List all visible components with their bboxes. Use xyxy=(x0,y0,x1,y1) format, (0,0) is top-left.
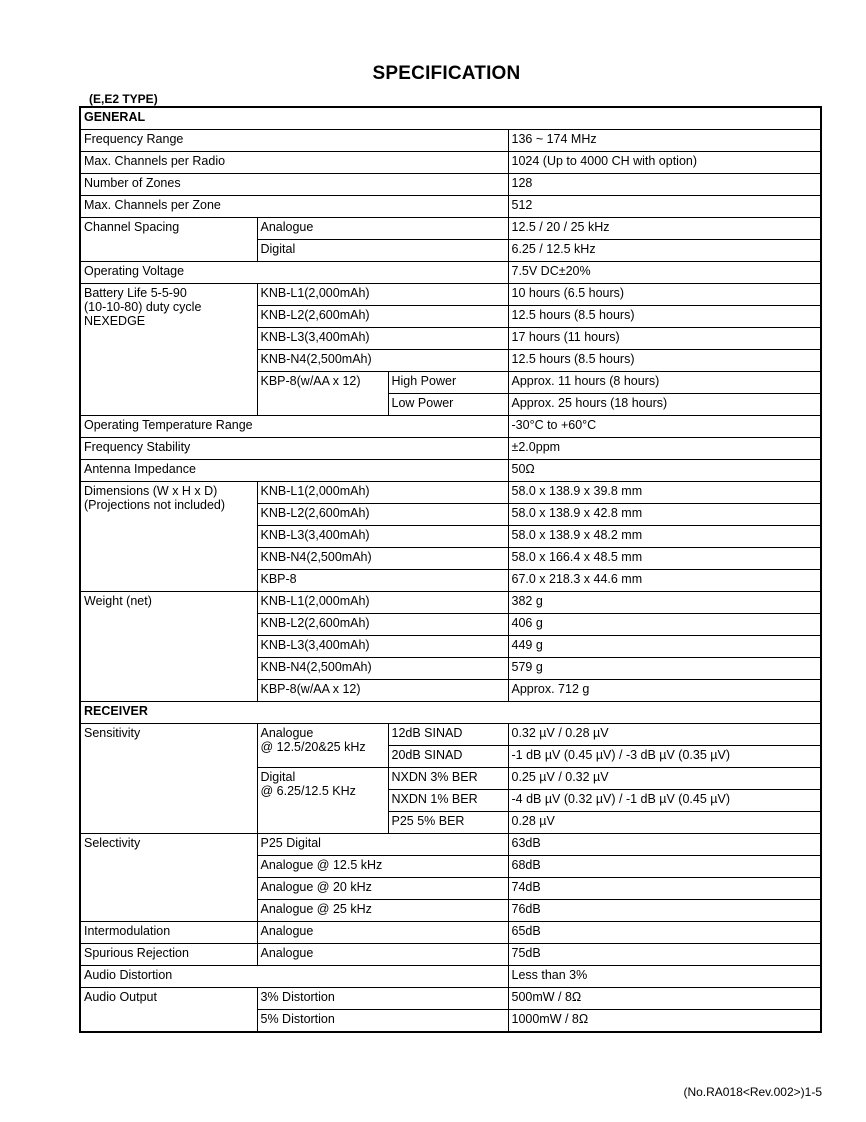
spec-value: 136 ~ 174 MHz xyxy=(508,130,821,152)
spec-label: Dimensions (W x H x D) (Projections not included) xyxy=(80,482,257,592)
spec-value: 406 g xyxy=(508,614,821,636)
spec-label: Spurious Rejection xyxy=(80,944,257,966)
spec-label: Channel Spacing xyxy=(80,218,257,262)
spec-value: 65dB xyxy=(508,922,821,944)
type-label: (E,E2 TYPE) xyxy=(89,92,158,106)
page-footer: (No.RA018<Rev.002>)1-5 xyxy=(683,1085,822,1099)
spec-value: 0.28 µV xyxy=(508,812,821,834)
spec-sublabel: KBP-8 xyxy=(257,570,508,592)
spec-value: 12.5 hours (8.5 hours) xyxy=(508,350,821,372)
spec-label: Audio Output xyxy=(80,988,257,1033)
spec-sublabel: Digital xyxy=(257,240,508,262)
spec-sublabel: KNB-L2(2,600mAh) xyxy=(257,504,508,526)
spec-value: 17 hours (11 hours) xyxy=(508,328,821,350)
spec-value: 58.0 x 138.9 x 39.8 mm xyxy=(508,482,821,504)
table-row xyxy=(80,416,821,438)
table-row xyxy=(80,834,821,856)
spec-value: 58.0 x 138.9 x 42.8 mm xyxy=(508,504,821,526)
spec-value: 58.0 x 166.4 x 48.5 mm xyxy=(508,548,821,570)
spec-value: 63dB xyxy=(508,834,821,856)
section-header-receiver xyxy=(80,702,821,724)
spec-value: 67.0 x 218.3 x 44.6 mm xyxy=(508,570,821,592)
spec-sublabel: KNB-L2(2,600mAh) xyxy=(257,306,508,328)
spec-value: 500mW / 8Ω xyxy=(508,988,821,1010)
spec-label: Operating Temperature Range xyxy=(80,416,508,438)
spec-label: Intermodulation xyxy=(80,922,257,944)
spec-sublabel: KNB-L2(2,600mAh) xyxy=(257,614,508,636)
spec-value: 68dB xyxy=(508,856,821,878)
spec-value: 12.5 / 20 / 25 kHz xyxy=(508,218,821,240)
table-row xyxy=(80,922,821,944)
table-row xyxy=(80,460,821,482)
spec-value: 1024 (Up to 4000 CH with option) xyxy=(508,152,821,174)
spec-condition: P25 5% BER xyxy=(388,812,508,834)
spec-sublabel: Analogue xyxy=(257,922,508,944)
spec-sublabel: KNB-L1(2,000mAh) xyxy=(257,284,508,306)
spec-label: Sensitivity xyxy=(80,724,257,834)
table-row xyxy=(80,944,821,966)
spec-value: 7.5V DC±20% xyxy=(508,262,821,284)
spec-value: 10 hours (6.5 hours) xyxy=(508,284,821,306)
spec-value: ±2.0ppm xyxy=(508,438,821,460)
spec-value: 75dB xyxy=(508,944,821,966)
table-row xyxy=(80,152,821,174)
spec-sublabel: KNB-L1(2,000mAh) xyxy=(257,592,508,614)
spec-label: Number of Zones xyxy=(80,174,508,196)
spec-label: Max. Channels per Radio xyxy=(80,152,508,174)
spec-sublabel: KNB-L3(3,400mAh) xyxy=(257,636,508,658)
table-row xyxy=(80,174,821,196)
spec-value: 0.25 µV / 0.32 µV xyxy=(508,768,821,790)
spec-sublabel: KNB-L1(2,000mAh) xyxy=(257,482,508,504)
spec-sublabel: KNB-N4(2,500mAh) xyxy=(257,350,508,372)
table-row xyxy=(80,988,821,1010)
spec-sublabel: KBP-8(w/AA x 12) xyxy=(257,680,508,702)
table-row xyxy=(80,284,821,306)
spec-sublabel: 5% Distortion xyxy=(257,1010,508,1033)
spec-label: Antenna Impedance xyxy=(80,460,508,482)
table-row xyxy=(80,262,821,284)
spec-condition: 12dB SINAD xyxy=(388,724,508,746)
spec-value: 50Ω xyxy=(508,460,821,482)
spec-condition: High Power xyxy=(388,372,508,394)
spec-value: 382 g xyxy=(508,592,821,614)
spec-sublabel: Digital @ 6.25/12.5 KHz xyxy=(257,768,388,834)
spec-sublabel: KNB-L3(3,400mAh) xyxy=(257,526,508,548)
spec-value: 12.5 hours (8.5 hours) xyxy=(508,306,821,328)
table-row xyxy=(80,724,821,746)
spec-value: 512 xyxy=(508,196,821,218)
spec-value: 579 g xyxy=(508,658,821,680)
spec-label: Max. Channels per Zone xyxy=(80,196,508,218)
spec-label: Frequency Stability xyxy=(80,438,508,460)
spec-label: Battery Life 5-5-90 (10-10-80) duty cycle NEXEDGE xyxy=(80,284,257,416)
spec-sublabel: P25 Digital xyxy=(257,834,508,856)
spec-sublabel: Analogue @ 12.5/20&25 kHz xyxy=(257,724,388,768)
spec-label: Frequency Range xyxy=(80,130,508,152)
section-header-general xyxy=(80,107,821,130)
table-row xyxy=(80,196,821,218)
spec-sublabel: Analogue @ 25 kHz xyxy=(257,900,508,922)
spec-sublabel: Analogue xyxy=(257,944,508,966)
spec-value: 449 g xyxy=(508,636,821,658)
spec-condition: 20dB SINAD xyxy=(388,746,508,768)
spec-sublabel: KNB-N4(2,500mAh) xyxy=(257,658,508,680)
spec-label: Operating Voltage xyxy=(80,262,508,284)
spec-label: Weight (net) xyxy=(80,592,257,702)
spec-value: 0.32 µV / 0.28 µV xyxy=(508,724,821,746)
spec-sublabel: KBP-8(w/AA x 12) xyxy=(257,372,388,416)
spec-sublabel: KNB-N4(2,500mAh) xyxy=(257,548,508,570)
spec-value: 58.0 x 138.9 x 48.2 mm xyxy=(508,526,821,548)
spec-sublabel: Analogue @ 20 kHz xyxy=(257,878,508,900)
spec-value: 74dB xyxy=(508,878,821,900)
section-title: RECEIVER xyxy=(80,702,821,724)
table-row xyxy=(80,218,821,240)
spec-label: Selectivity xyxy=(80,834,257,922)
spec-value: Approx. 11 hours (8 hours) xyxy=(508,372,821,394)
table-row xyxy=(80,130,821,152)
section-title: GENERAL xyxy=(80,107,821,130)
spec-condition: Low Power xyxy=(388,394,508,416)
spec-value: 1000mW / 8Ω xyxy=(508,1010,821,1033)
spec-value: 6.25 / 12.5 kHz xyxy=(508,240,821,262)
table-row xyxy=(80,592,821,614)
spec-sublabel: KNB-L3(3,400mAh) xyxy=(257,328,508,350)
spec-value: 76dB xyxy=(508,900,821,922)
spec-value: 128 xyxy=(508,174,821,196)
spec-condition: NXDN 1% BER xyxy=(388,790,508,812)
table-row xyxy=(80,966,821,988)
spec-sublabel: 3% Distortion xyxy=(257,988,508,1010)
table-row xyxy=(80,438,821,460)
page-title: SPECIFICATION xyxy=(372,63,521,84)
spec-value: Less than 3% xyxy=(508,966,821,988)
spec-condition: NXDN 3% BER xyxy=(388,768,508,790)
spec-value: -1 dB µV (0.45 µV) / -3 dB µV (0.35 µV) xyxy=(508,746,821,768)
specification-table xyxy=(79,106,822,1033)
spec-value: Approx. 25 hours (18 hours) xyxy=(508,394,821,416)
spec-value: -30°C to +60°C xyxy=(508,416,821,438)
spec-value: -4 dB µV (0.32 µV) / -1 dB µV (0.45 µV) xyxy=(508,790,821,812)
table-row xyxy=(80,482,821,504)
spec-sublabel: Analogue @ 12.5 kHz xyxy=(257,856,508,878)
spec-sublabel: Analogue xyxy=(257,218,508,240)
spec-label: Audio Distortion xyxy=(80,966,508,988)
spec-value: Approx. 712 g xyxy=(508,680,821,702)
